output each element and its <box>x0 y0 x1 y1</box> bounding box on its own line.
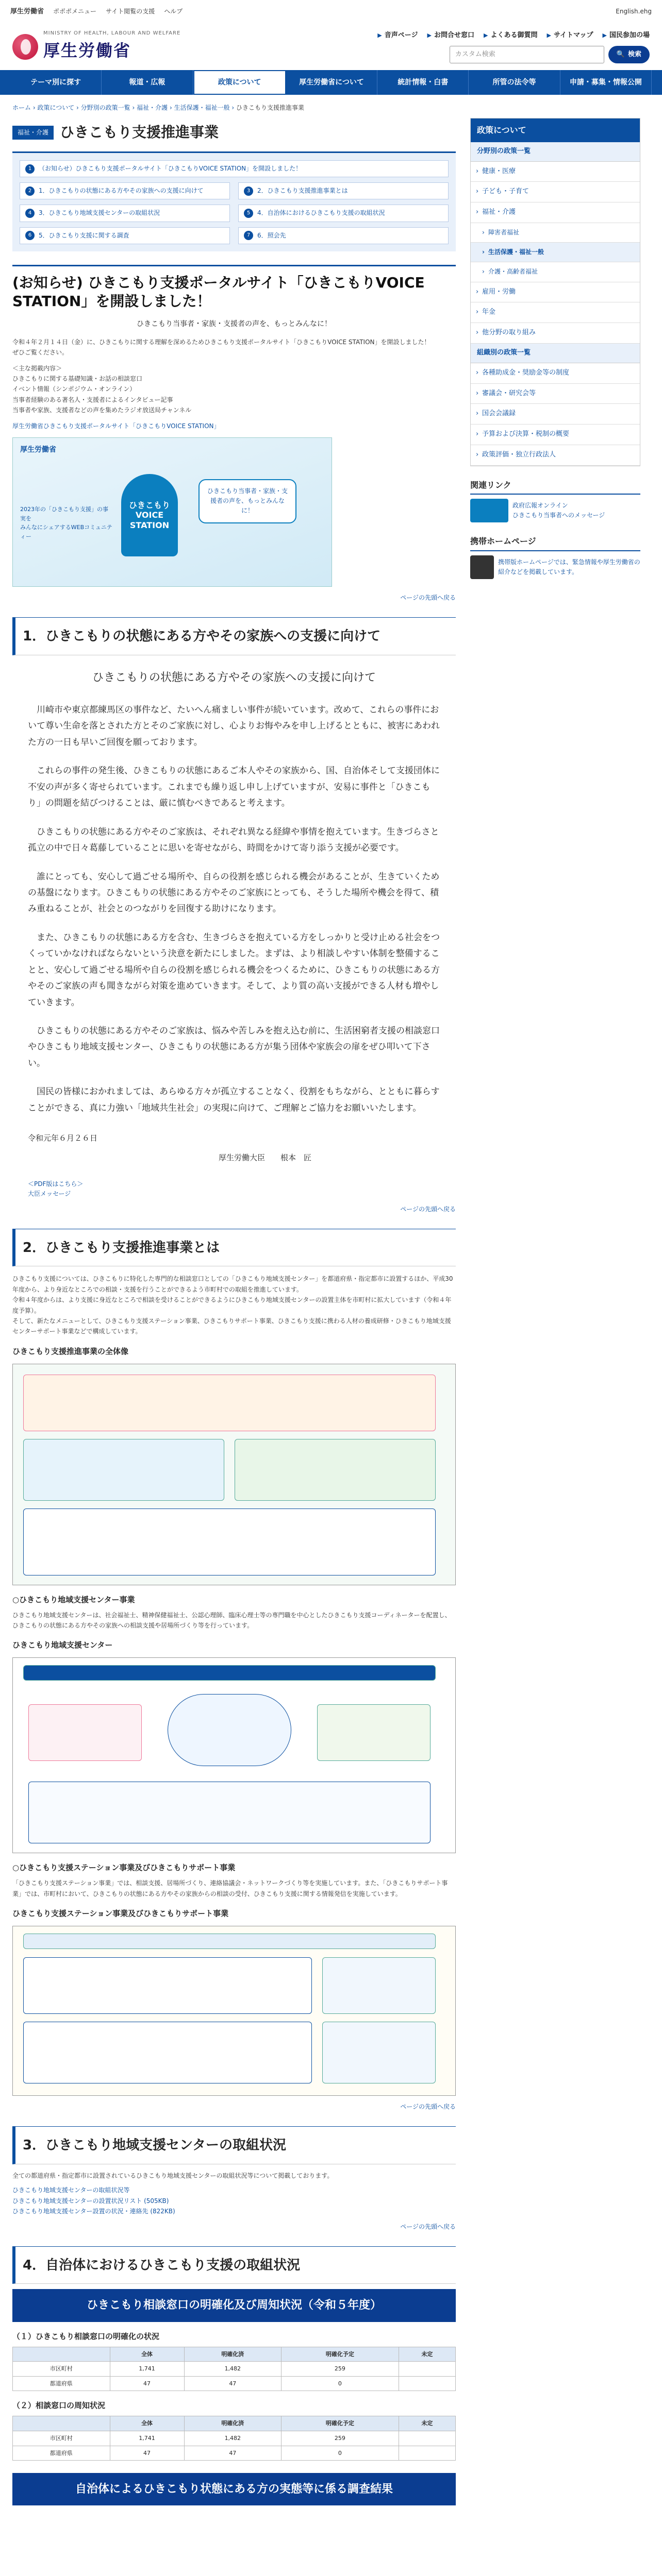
s4-sub-1: （１）ひきこもり相談窓口の明確化の状況 <box>12 2331 160 2341</box>
side-nav-item[interactable]: › 国会会議録 <box>471 404 640 425</box>
message-paragraph: また、ひきこもりの状態にある方を含む、生きづらさを抱えている方をしっかりと受け止める社会をつくっていかなければならないという決意を新たにしました。まずは、より相談しやすい体制を整備することと、安心して過ごせる場所や自らの役割を感じられる機会をつくるために、ひきこもりの状態にある方やそのご家族の声も聞きながら対策を進めていきます。そして、より質の高い支援ができる人材も増やしていきます。 <box>28 932 440 1008</box>
section-3-title: 3．ひきこもり地域支援センターの取組状況 <box>12 2126 456 2164</box>
toc-item[interactable]: 7 6．照会先 <box>238 227 449 244</box>
gnav-policy[interactable]: 政策について <box>193 70 286 95</box>
s3-link[interactable]: ひきこもり地域支援センター設置の状況・連絡先 (822KB) <box>12 2208 175 2215</box>
banner-text: ひきこもり当事者・家族・支援者の声を、もっとみんなに！ <box>198 479 296 523</box>
portal-banner[interactable] <box>12 437 332 587</box>
logo-subtitle: MINISTRY OF HEALTH, LABOUR AND WELFARE <box>43 30 181 37</box>
side-nav-item[interactable]: › 健康・医療 <box>471 162 640 182</box>
pdf-label: ＜PDF版はこちら＞ <box>28 1180 84 1188</box>
arrow-icon: ▶ <box>602 32 607 39</box>
mobile-link[interactable]: 携帯版ホームページでは、緊急情報や厚生労働省の紹介などを掲載しています。 <box>470 555 640 579</box>
side-nav-item[interactable]: › 介護・高齢者福祉 <box>471 262 640 282</box>
section-1-title: 1．ひきこもりの状態にある方やその家族への支援に向けて <box>12 617 456 655</box>
english-link[interactable]: English.ehg <box>616 8 652 15</box>
breadcrumb: ホーム › 政策について › 分野別の政策一覧 › 福祉・介護 › 生活保護・福祉一般 › ひきこもり支援推進事業 <box>12 104 305 111</box>
toc-item[interactable]: 1 （お知らせ）ひきこもり支援ポータルサイト「ひきこもりVOICE STATION」を開設しました！ <box>20 160 449 177</box>
side-nav-item[interactable]: › 審議会・研究会等 <box>471 384 640 404</box>
side-nav-item[interactable]: › 年金 <box>471 302 640 323</box>
banner-left-text: 2023年の「ひきこもり支援」の事実を みんなにシェアするWEBコミュニティー <box>20 506 112 540</box>
figure-1-title: ひきこもり支援推進事業の全体像 <box>12 1346 129 1356</box>
message-paragraph: 国民の皆様におかれましては、あらゆる方々が孤立することなく、役割をもちながら、とともに暮らすことができる、真に力強い「地域共生社会」の実現に向けて、ご理解とご協力をお願いいたします。 <box>28 1087 440 1113</box>
s4-banner-2: 自治体によるひきこもり状態にある方の実態等に係る調査結果 <box>12 2473 456 2505</box>
side-nav-item[interactable]: › 雇用・労働 <box>471 282 640 303</box>
related-links-head: 関連リンク <box>470 479 640 495</box>
search-button[interactable]: 🔍 検索 <box>608 46 650 63</box>
message-paragraph: 誰にとっても、安心して過ごせる場所や、自らの役割を感じられる機会があることが、生きていくための基盤になります。ひきこもりの状態にある方やそのご家族にとっても、そうした場所や機会を得て、積み重ねることが、社会とのつながりを回復する助けになります。 <box>28 871 440 914</box>
figure-2-note: 「ひきこもり支援ステーション事業」では、相談支援、居場所づくり、連絡協議会・ネットワークづくり等を実施しています。また、「ひきこもりサポート事業」では、市町村において、ひきこもりの状態にある方やその家族からの相談の受付、ひきこもり支援に関する情報発信を実施しています。 <box>12 1879 448 1897</box>
gnav-laws[interactable]: 所管の法令等 <box>469 70 560 95</box>
section-2-intro: ひきこもり支援については、ひきこもりに特化した専門的な相談窓口としての「ひきこもり地域支援センター」を都道府県・指定都市に設置するほか、平成30年度から、より身近なところでの相談・支援を行うことができるよう市町村での取組を推進しています。 令和４年度からは、より支援に身近なところで相談を受けることができるようにひきこもり地域支援センターの設置主体を市町村に拡大しています（令和４年度予算）。 そして、新たなメニューとして、ひきこもり支援ステーション事業、ひきこもりサポート事業、ひきこもり支援に携わる人材の養成研修・ひきこもり地域支援センターサポート事業などで構成しています。 <box>12 1275 453 1335</box>
message-date: 令和元年６月２６日 <box>28 1133 98 1143</box>
mhlw-logo-icon <box>12 34 38 60</box>
notice-title: (お知らせ) ひきこもり支援ポータルサイト「ひきこもりVOICE STATION」を開設しました！ <box>12 265 456 311</box>
s4-banner-1: ひきこもり相談窓口の明確化及び周知状況（令和５年度） <box>12 2289 456 2321</box>
header-link-faq[interactable]: ▶ よくある御質問 <box>484 30 537 41</box>
section-1-lead: ひきこもりの状態にある方やその家族への支援に向けて <box>92 671 376 684</box>
qr-code-icon <box>470 555 494 579</box>
side-nav-item[interactable]: › 政策評価・独立行政法人 <box>471 445 640 466</box>
side-nav-item[interactable]: › 子ども・子育て <box>471 182 640 202</box>
side-nav-item[interactable]: › 生活保護・福祉一般 <box>471 243 640 262</box>
arrow-icon: ▶ <box>483 32 488 39</box>
s3-link[interactable]: ひきこもり地域支援センターの取組状況等 <box>12 2187 130 2194</box>
header-link-sitemap[interactable]: ▶ サイトマップ <box>547 30 593 41</box>
gnav-apply[interactable]: 申請・募集・情報公開 <box>560 70 652 95</box>
side-nav-item[interactable]: 組織別の政策一覧 <box>471 344 640 363</box>
message-signature: 厚生労働大臣 根本 匠 <box>218 1153 311 1163</box>
header-link-voice[interactable]: ▶ 音声ページ <box>377 30 418 41</box>
toc-item[interactable]: 4 3．ひきこもり地域支援センターの取組状況 <box>20 205 230 222</box>
s4-sub-2: （２）相談窓口の周知状況 <box>12 2401 106 2411</box>
back-to-top[interactable]: ページの先頭へ戻る <box>400 594 456 602</box>
banner-logo: 厚生労働省 <box>20 446 56 454</box>
back-to-top[interactable]: ページの先頭へ戻る <box>400 1205 456 1213</box>
portal-link[interactable]: 厚生労働省ひきこもり支援ポータルサイト「ひきこもりVOICE STATION」 <box>12 422 220 430</box>
site-logo[interactable] <box>12 29 180 64</box>
side-nav-item[interactable]: 分野別の政策一覧 <box>471 142 640 162</box>
header-link-contact[interactable]: ▶ お問合せ窓口 <box>427 30 474 41</box>
figure-1 <box>12 1364 456 1585</box>
figure-3-title: ひきこもり支援ステーション事業及びひきこもりサポート事業 <box>12 1909 229 1919</box>
dpt-link[interactable]: ポポポメニュー <box>53 8 97 15</box>
s4-table-1: 全体 明確化済 明確化予定 未定 市区町村 1,741 1,482 259 都道府県 47 47 0 <box>12 2347 456 2392</box>
arrow-icon: ▶ <box>377 32 382 39</box>
figure-1-note: ひきこもり地域支援センターは、社会福祉士、精神保健福祉士、公認心理師、臨床心理士等の専門職を中心としたひきこもり支援コーディネーターを配置し、ひきこもりの状態にある方やその家族への相談支援や居場所づくり等を行っています。 <box>12 1611 451 1630</box>
arrow-icon: ▶ <box>427 32 432 39</box>
category-tag: 福祉・介護 <box>12 126 54 140</box>
gnav-press[interactable]: 報道・広報 <box>102 70 193 95</box>
figure-3 <box>12 1926 456 2096</box>
gnav-theme[interactable]: テーマ別に探す <box>10 70 102 95</box>
s4-table-2: 全体 明確化済 明確化予定 未定 市区町村 1,741 1,482 259 都道府県 47 47 0 <box>12 2416 456 2461</box>
table-row: 市区町村 1,741 1,482 259 <box>13 2431 456 2446</box>
table-row: 市区町村 1,741 1,482 259 <box>13 2362 456 2377</box>
header-link-participation[interactable]: ▶ 国民参加の場 <box>603 30 650 41</box>
side-nav-item[interactable]: › 他分野の取り組み <box>471 323 640 344</box>
table-row: 都道府県 47 47 0 <box>13 2446 456 2461</box>
section-2-title: 2．ひきこもり支援推進事業とは <box>12 1229 456 1267</box>
notice-list: ＜主な掲載内容＞ ひきこもりに関する基礎知識・お話の相談窓口 イベント情報（シンポジウム・オンライン） 当事者経験のある著名人・支援者によるインタビュー記事 当事者や家族、支援者などの声を集めたラジオ放送局チャンネル <box>12 364 192 414</box>
banner-icon <box>470 499 508 522</box>
search-input[interactable]: カスタム検索 <box>450 46 604 63</box>
figure-1-caption: ○ひきこもり地域支援センター事業 <box>12 1595 135 1604</box>
figure-2 <box>12 1657 456 1853</box>
toc-item[interactable]: 5 4．自治体におけるひきこもり支援の取組状況 <box>238 205 449 222</box>
figure-2-title: ひきこもり地域支援センター <box>12 1640 113 1650</box>
toc-item[interactable]: 6 5．ひきこもり支援に関する調査 <box>20 227 230 244</box>
toc-item[interactable]: 2 1．ひきこもりの状態にある方やその家族への支援に向けて <box>20 182 230 199</box>
message-paragraph: ひきこもりの状態にある方やそのご家族は、悩みや苦しみを抱え込む前に、生活困窮者支援の相談窓口やひきこもり地域支援センター、ひきこもりの状態にある方が集う団体や家族会の扉をぜひ叩いて下さい。 <box>28 1026 440 1069</box>
gnav-about[interactable]: 厚生労働省について <box>286 70 377 95</box>
global-nav <box>0 70 662 95</box>
gnav-stats[interactable]: 統計情報・白書 <box>377 70 469 95</box>
side-nav-item[interactable]: › 予算および決算・税制の概要 <box>471 425 640 445</box>
message-paragraph: これらの事件の発生後、ひきこもりの状態にあるご本人やその家族から、国、自治体そして支援団体に不安の声が多く寄せられています。これまでも繰り返し申し上げていますが、安易に事件と「ひきこもり」の問題を結びつけることは、厳に慎むべきであると考えます。 <box>28 766 440 809</box>
logo-title: 厚生労働省 <box>43 41 131 61</box>
message-paragraph: 川崎市や東京都練馬区の事件など、たいへん痛ましい事件が続いています。改めて、これらの事件において尊い生命を落とされた方とそのご家族に対し、心よりお悔やみを申し上げるとともに、被害にあわれた方の一日も早いご回復を願っております。 <box>28 705 440 748</box>
util-brand[interactable]: 厚生労働省 <box>10 7 44 15</box>
side-nav-item[interactable]: › 福祉・介護 <box>471 202 640 223</box>
related-link[interactable]: 政府広報オンライン ひきこもり当事者へのメッセージ <box>470 499 640 522</box>
side-nav <box>470 118 640 466</box>
figure-2-caption: ○ひきこもり支援ステーション事業及びひきこもりサポート事業 <box>12 1863 236 1873</box>
side-nav-head: 政策について <box>471 118 640 142</box>
table-row: 都道府県 47 47 0 <box>13 2376 456 2391</box>
pdf-link[interactable]: 大臣メッセージ <box>28 1190 71 1198</box>
page-title: ひきこもり支援推進事業 <box>60 124 219 141</box>
notice-body: 令和４年２月１４日（金）に、ひきこもりに関する理解を深めるためひきこもり支援ポータルサイト「ひきこもりVOICE STATION」を開設しました！ ぜひご覧ください。 <box>12 338 431 357</box>
toc-item[interactable]: 3 2．ひきこもり支援推進事業とは <box>238 182 449 199</box>
arrow-icon: ▶ <box>547 32 551 39</box>
side-nav-item[interactable]: › 各種助成金・奨励金等の制度 <box>471 363 640 384</box>
side-nav-item[interactable]: › 障害者福祉 <box>471 223 640 243</box>
message-paragraph: ひきこもりの状態にある方やそのご家族は、それぞれ異なる経緯や事情を抱えています。生きづらさと孤立の中で日々葛藤していることに思いを寄せながら、時間をかけて寄り添う支援が必要です。 <box>28 826 439 854</box>
notice-catch: ひきこもり当事者・家族・支援者の声を、もっとみんなに！ <box>137 319 332 328</box>
site-support[interactable]: サイト閲覧の支援 <box>106 8 155 15</box>
back-to-top[interactable]: ページの先頭へ戻る <box>400 2103 456 2111</box>
mobile-head: 携帯ホームページ <box>470 535 640 551</box>
s3-link[interactable]: ひきこもり地域支援センターの設置状況リスト (505KB) <box>12 2197 169 2205</box>
table-of-contents <box>12 151 456 251</box>
section-4-title: 4．自治体におけるひきこもり支援の取組状況 <box>12 2246 456 2284</box>
help-link[interactable]: ヘルプ <box>164 8 183 15</box>
section-3-text: 全ての都道府県・指定都市に設置されているひきこもり地域支援センターの取組状況等について掲載しております。 <box>12 2172 334 2180</box>
back-to-top[interactable]: ページの先頭へ戻る <box>400 2223 456 2230</box>
search-icon: 🔍 <box>616 50 625 58</box>
voice-station-logo: ひきこもり VOICE STATION <box>121 474 178 556</box>
